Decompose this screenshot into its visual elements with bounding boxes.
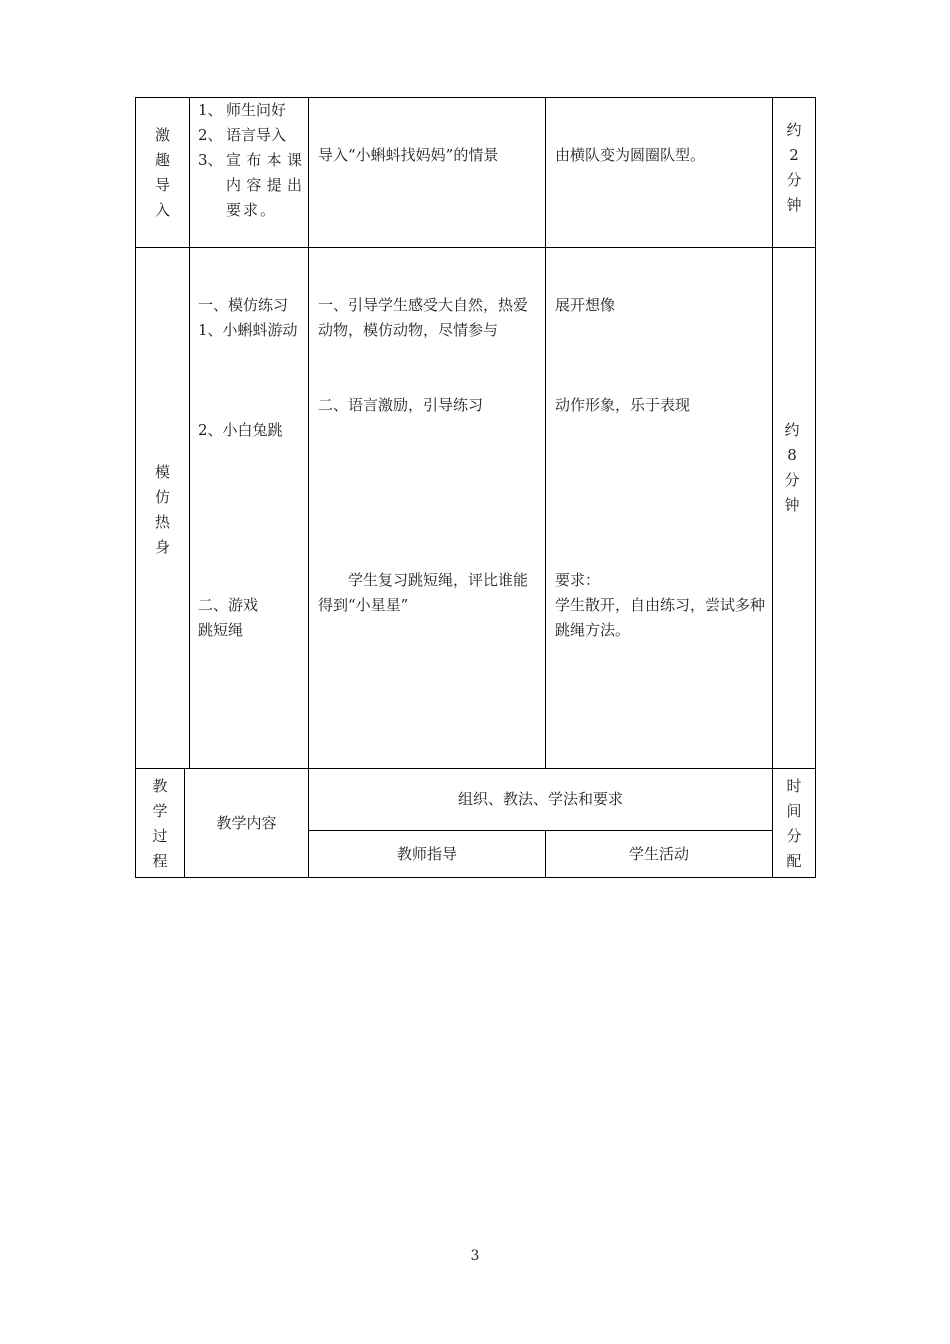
warmup-content-3: 2、小白兔跳 <box>198 421 283 439</box>
row-divider-1 <box>135 247 815 248</box>
header-content: 教学内容 <box>216 814 277 832</box>
row-divider-2 <box>135 768 815 769</box>
col-divider-section <box>189 97 190 768</box>
header-split-line <box>308 830 773 831</box>
page-number: 3 <box>470 1248 480 1264</box>
warmup-teacher-3: 学生复习跳短绳，评比谁能得到“小星星” <box>318 571 529 614</box>
warmup-section-label: 模 仿 热 身 <box>154 463 170 556</box>
intro-teacher-guidance: 导入“小蝌蚪找妈妈”的情景 <box>318 146 499 164</box>
intro-student-activity: 由横队变为圆圈队型。 <box>555 146 706 164</box>
list-item: 2、 语言导入 <box>198 126 287 144</box>
intro-time-allocation: 约 2 分 钟 <box>786 121 802 214</box>
table-bottom-border <box>135 877 815 878</box>
warmup-time-allocation: 约 8 分 钟 <box>784 421 800 514</box>
warmup-content-1: 一、模仿练习 <box>198 296 289 314</box>
warmup-teacher-1: 一、引导学生感受大自然，热爱动物，模仿动物，尽情参与 <box>318 296 529 339</box>
warmup-student-3: 要求： <box>555 571 601 589</box>
warmup-content-2: 1、小蝌蚪游动 <box>198 321 298 339</box>
col-divider-content <box>308 97 309 878</box>
header-teacher-guidance: 教师指导 <box>396 845 457 863</box>
warmup-content-4: 二、游戏 <box>198 596 259 614</box>
list-item: 1、 师生问好 <box>198 101 287 119</box>
intro-content-list <box>198 98 304 223</box>
header-org-methods: 组织、教法、学法和要求 <box>457 790 623 808</box>
table-right-border <box>815 97 816 878</box>
header-time-allocation: 时 间 分 配 <box>786 777 802 870</box>
warmup-student-1: 展开想像 <box>555 296 616 314</box>
list-item: 3、 宣布本课内容提出要求。 <box>198 151 304 219</box>
warmup-student-2: 动作形象，乐于表现 <box>555 396 691 414</box>
warmup-student-4: 学生散开，自由练习，尝试多种跳绳方法。 <box>555 596 766 639</box>
warmup-content-5: 跳短绳 <box>198 621 244 639</box>
col-divider-teacher <box>545 97 546 768</box>
header-process-label: 教 学 过 程 <box>152 777 168 870</box>
intro-section-label: 激 趣 导 入 <box>154 126 170 219</box>
warmup-teacher-2: 二、语言激励，引导练习 <box>318 396 484 414</box>
header-student-activity: 学生活动 <box>628 845 689 863</box>
